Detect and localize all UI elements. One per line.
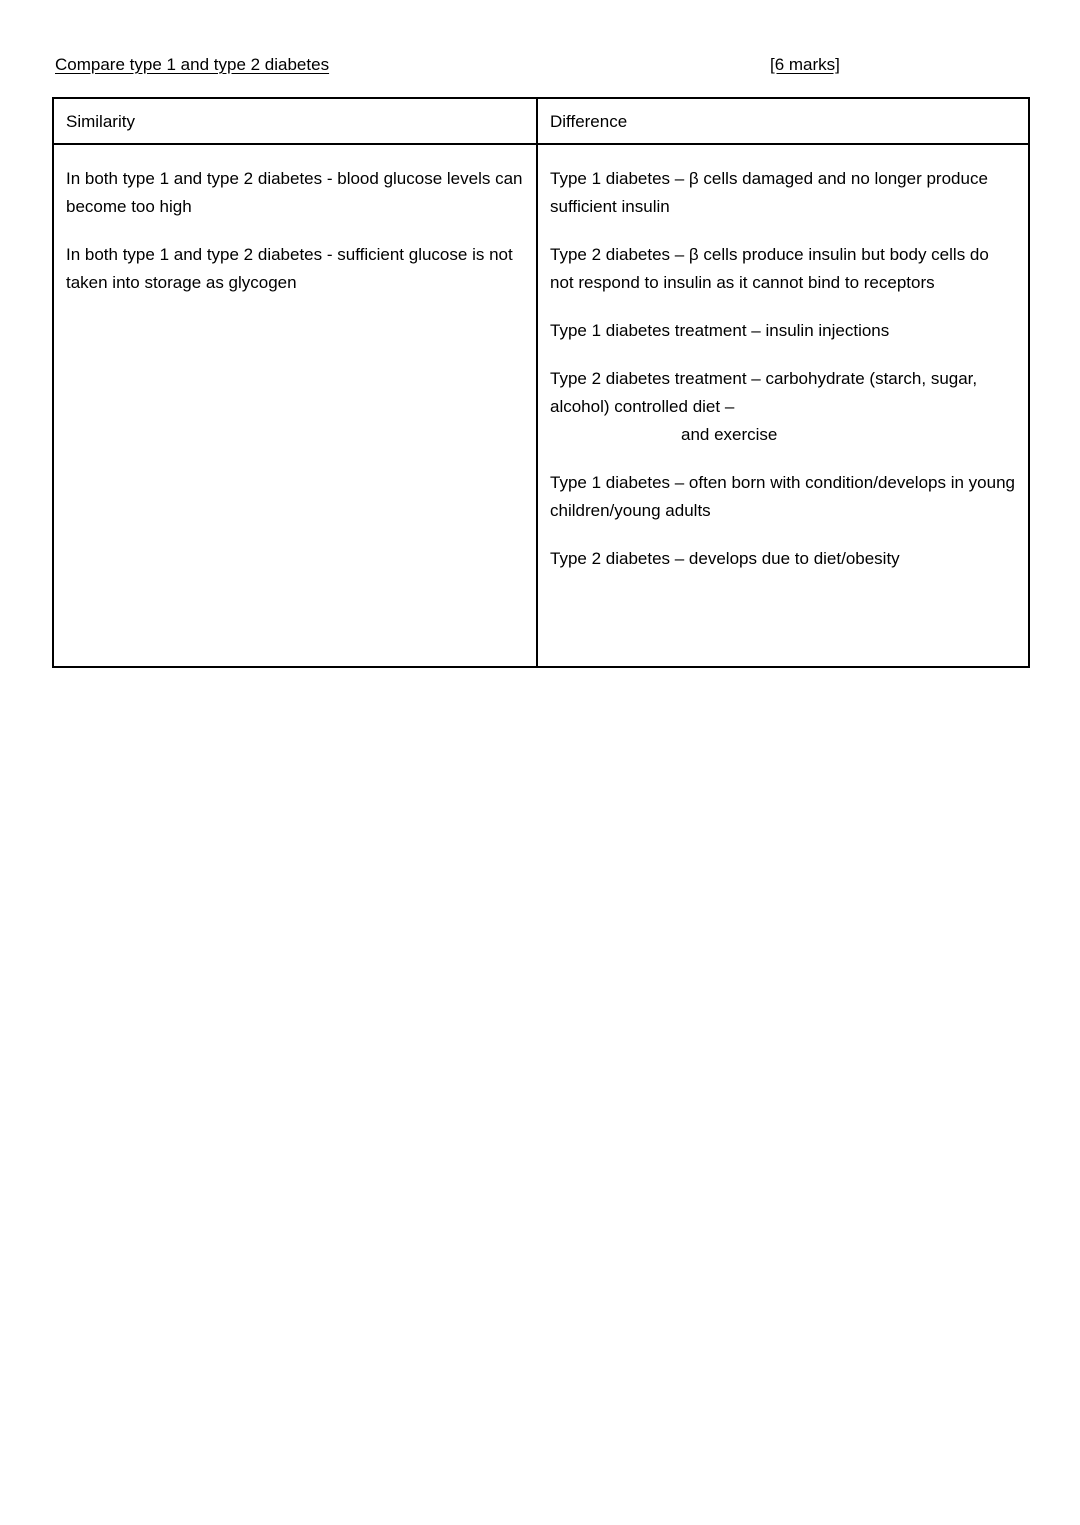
difference-point-continuation: and exercise [681,425,778,444]
similarity-cell [53,144,537,667]
table-header-row [53,98,1029,144]
difference-point: Type 2 diabetes – develops due to diet/obesity [550,549,900,568]
similarity-point: In both type 1 and type 2 diabetes - sufficient glucose is not taken into storage as glycogen [66,245,513,292]
comparison-table [52,97,1030,668]
question-header [55,54,1028,76]
similarity-point: In both type 1 and type 2 diabetes - blood glucose levels can become too high [66,169,523,216]
column-header-difference: Difference [537,98,1029,144]
difference-cell [537,144,1029,667]
column-header-similarity: Similarity [53,98,537,144]
difference-point: Type 1 diabetes treatment – insulin injections [550,321,890,340]
question-title: Compare type 1 and type 2 diabetes [55,55,330,74]
marks-label: [6 marks] [770,55,840,74]
difference-point: Type 1 diabetes – often born with condition/develops in young children/young adults [550,473,1015,520]
difference-point: Type 2 diabetes – β cells produce insulin but body cells do not respond to insulin as it cannot bind to receptors [550,245,989,292]
difference-point: Type 1 diabetes – β cells damaged and no longer produce sufficient insulin [550,169,988,216]
table-body-row [53,144,1029,667]
difference-point: Type 2 diabetes treatment – carbohydrate (starch, sugar, alcohol) controlled diet – [550,369,978,416]
